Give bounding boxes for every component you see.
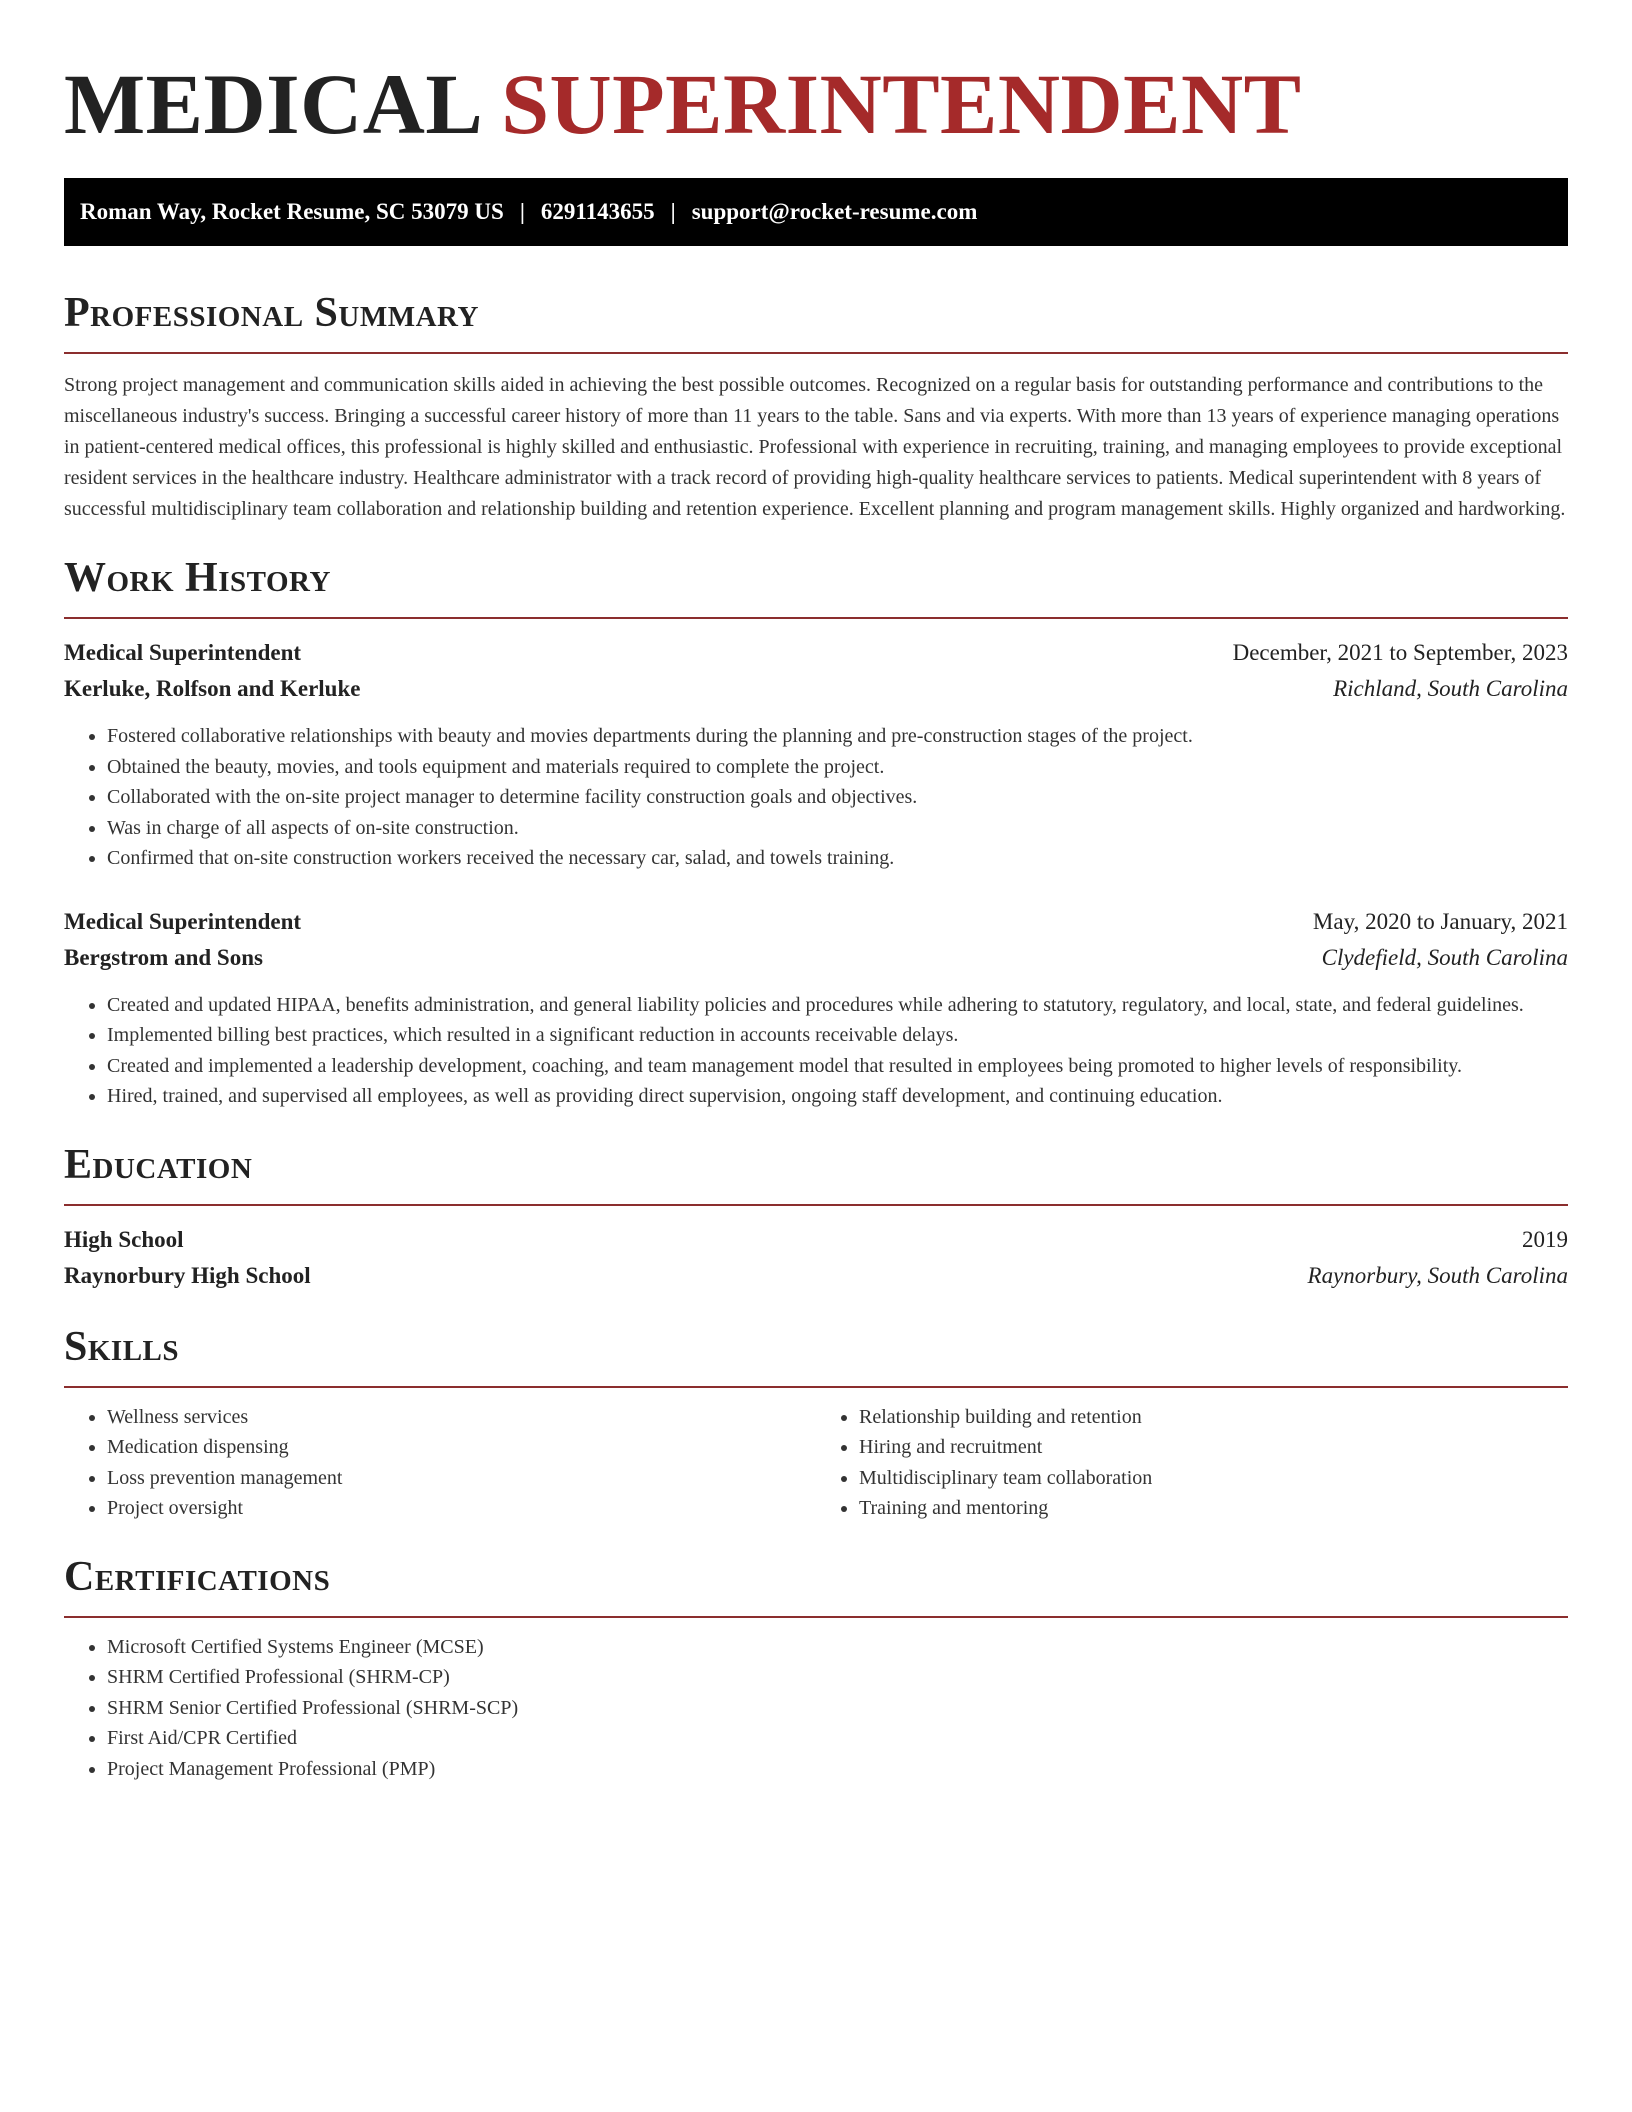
job-location: Clydefield, South Carolina bbox=[1321, 944, 1568, 970]
skill-item: • Multidisciplinary team collaboration bbox=[859, 1463, 1568, 1494]
job-bullets bbox=[64, 721, 1568, 874]
summary-section bbox=[64, 288, 1568, 525]
certification-item: • SHRM Certified Professional (SHRM-CP) bbox=[107, 1662, 1568, 1693]
job-bullet: • Confirmed that on-site construction workers received the necessary car, salad, and towels training. bbox=[107, 843, 1568, 874]
job-dates: May, 2020 to January, 2021 bbox=[1312, 908, 1568, 934]
skills-column-right bbox=[816, 1402, 1568, 1524]
job-title: Medical Superintendent bbox=[64, 908, 302, 934]
certifications-section bbox=[64, 1552, 1568, 1785]
title-part-1: MEDICAL bbox=[64, 56, 484, 152]
section-divider bbox=[64, 1616, 1568, 1618]
education-location: Raynorbury, South Carolina bbox=[1307, 1262, 1568, 1288]
skill-item: • Loss prevention management bbox=[107, 1463, 816, 1494]
certifications-heading: Certifications bbox=[64, 1553, 331, 1600]
skill-item: • Relationship building and retention bbox=[859, 1402, 1568, 1433]
summary-text: Strong project management and communication skills aided in achieving the best possible outcomes. Recognized on a regular basis for outstanding performance and contributions to the miscellaneous industry's success. Bringing a successful career history of more than 11 years to the table. Sans and via experts. With more than 13 years of experience managing operations in patient-centered medical offices, this professional is highly skilled and enthusiastic. Professional with experience in recruiting, training, and managing employees to provide exceptional resident services in the healthcare industry. Healthcare administrator with a track record of providing high-quality healthcare services to patients. Medical superintendent with 8 years of successful multidisciplinary team collaboration and relationship building and retention experience. Excellent planning and program management skills. Highly organized and hardworking. bbox=[64, 374, 1566, 520]
job-bullet: • Was in charge of all aspects of on-site construction. bbox=[107, 813, 1568, 844]
job-company: Kerluke, Rolfson and Kerluke bbox=[64, 676, 361, 701]
skill-item: • Medication dispensing bbox=[107, 1432, 816, 1463]
certification-item: • Project Management Professional (PMP) bbox=[107, 1754, 1568, 1785]
skill-item: • Training and mentoring bbox=[859, 1493, 1568, 1524]
work-heading: Work History bbox=[64, 555, 331, 601]
education-year: 2019 bbox=[1522, 1226, 1568, 1252]
contact-address: Roman Way, Rocket Resume, SC 53079 US bbox=[80, 199, 504, 224]
job-bullets bbox=[64, 990, 1568, 1112]
skill-item: • Project oversight bbox=[107, 1493, 816, 1524]
section-divider bbox=[64, 617, 1568, 619]
job-bullet: • Created and updated HIPAA, benefits administration, and general liability policies and procedures while adhering to statutory, regulatory, and local, state, and federal guidelines. bbox=[107, 990, 1568, 1021]
resume-title bbox=[64, 50, 1568, 158]
contact-separator: | bbox=[670, 199, 676, 224]
job-bullet: • Hired, trained, and supervised all employees, as well as providing direct supervision, ongoing staff development, and continuing education. bbox=[107, 1081, 1568, 1112]
education-degree: High School bbox=[64, 1226, 184, 1252]
section-divider bbox=[64, 1386, 1568, 1388]
education-school: Raynorbury High School bbox=[64, 1262, 311, 1288]
skills-heading: Skills bbox=[64, 1323, 180, 1370]
job-bullet: • Obtained the beauty, movies, and tools equipment and materials required to complete the project. bbox=[107, 752, 1568, 783]
certifications-list bbox=[64, 1632, 1568, 1785]
skill-item: • Hiring and recruitment bbox=[859, 1432, 1568, 1463]
job-entry bbox=[64, 635, 1568, 874]
job-bullet: • Collaborated with the on-site project manager to determine facility construction goals and objectives. bbox=[107, 782, 1568, 813]
job-title: Medical Superintendent bbox=[64, 640, 302, 665]
education-section bbox=[64, 1140, 1568, 1294]
summary-heading: Professional Summary bbox=[64, 290, 479, 336]
skill-item: • Wellness services bbox=[107, 1402, 816, 1433]
certification-item: • First Aid/CPR Certified bbox=[107, 1723, 1568, 1754]
certification-item: • Microsoft Certified Systems Engineer (MCSE) bbox=[107, 1632, 1568, 1663]
section-divider bbox=[64, 1204, 1568, 1206]
job-bullet: • Created and implemented a leadership development, coaching, and team management model that resulted in employees being promoted to higher levels of responsibility. bbox=[107, 1051, 1568, 1082]
skills-section bbox=[64, 1322, 1568, 1524]
section-divider bbox=[64, 352, 1568, 354]
skills-grid bbox=[64, 1402, 1568, 1524]
certification-item: • SHRM Senior Certified Professional (SHRM-SCP) bbox=[107, 1693, 1568, 1724]
job-entry bbox=[64, 904, 1568, 1112]
job-location: Richland, South Carolina bbox=[1333, 676, 1568, 701]
contact-separator: | bbox=[519, 199, 525, 224]
skills-column-left bbox=[64, 1402, 816, 1524]
job-dates: December, 2021 to September, 2023 bbox=[1232, 640, 1568, 665]
education-heading: Education bbox=[64, 1141, 253, 1188]
job-bullet: • Fostered collaborative relationships with beauty and movies departments during the planning and pre-construction stages of the project. bbox=[107, 721, 1568, 752]
job-company: Bergstrom and Sons bbox=[64, 944, 263, 970]
title-part-2: SUPERINTENDENT bbox=[501, 56, 1302, 152]
contact-email: support@rocket-resume.com bbox=[691, 199, 978, 224]
work-section bbox=[64, 553, 1568, 1112]
job-bullet: • Implemented billing best practices, which resulted in a significant reduction in accounts receivable delays. bbox=[107, 1020, 1568, 1051]
contact-bar bbox=[64, 178, 1568, 246]
contact-phone: 6291143655 bbox=[540, 199, 655, 224]
education-entry bbox=[64, 1222, 1568, 1294]
